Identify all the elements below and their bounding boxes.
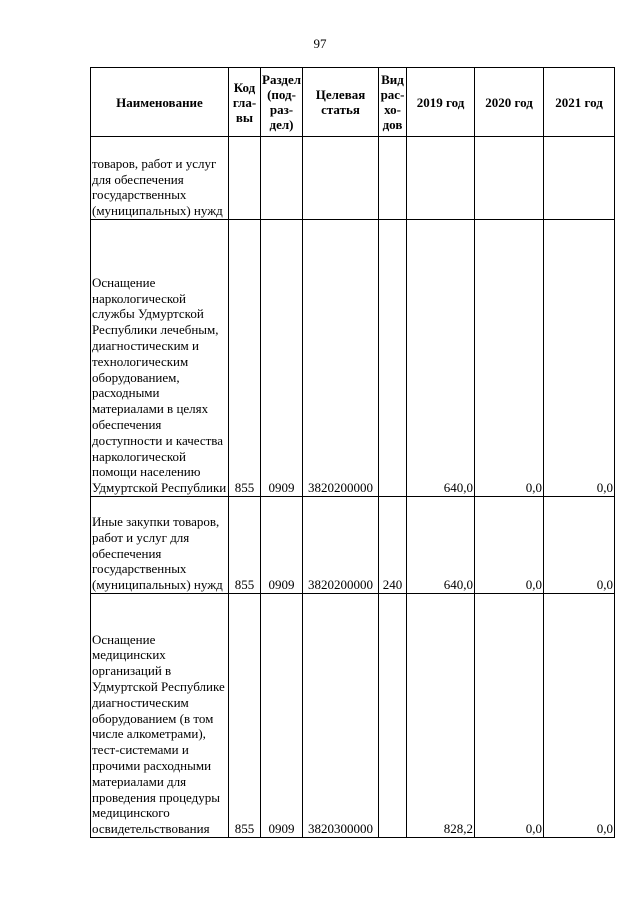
header-section: Раздел (под- раз- дел) xyxy=(261,68,303,137)
header-year-2019: 2019 год xyxy=(407,68,475,137)
row-amount-2019: 640,0 xyxy=(407,497,475,594)
row-name: Оснащение наркологической службы Удмуртской Республики лечебным, диагностическим и технологическим оборудованием, расходными материалами в целях обеспечения доступности и качества наркологической помощи населению Удмуртской Республики xyxy=(91,220,229,497)
row-target-article: 3820200000 xyxy=(303,497,379,594)
row-amount-2020: 0,0 xyxy=(475,497,544,594)
row-section xyxy=(261,137,303,220)
table-row xyxy=(91,497,615,594)
row-name: Оснащение медицинских организаций в Удмуртской Республике диагностическим оборудованием (в том числе алкометрами), тест-системами и прочими расходными материалами для проведения процедуры медицинского освидетельствования xyxy=(91,594,229,838)
row-chapter-code: 855 xyxy=(229,220,261,497)
row-name: товаров, работ и услуг для обеспечения государственных (муниципальных) нужд xyxy=(91,137,229,220)
table-row xyxy=(91,594,615,838)
table-row xyxy=(91,220,615,497)
row-amount-2021: 0,0 xyxy=(544,594,615,838)
row-amount-2020: 0,0 xyxy=(475,594,544,838)
row-expense-type xyxy=(379,220,407,497)
header-year-2020: 2020 год xyxy=(475,68,544,137)
header-expense-type: Вид рас- хо- дов xyxy=(379,68,407,137)
row-chapter-code: 855 xyxy=(229,497,261,594)
row-amount-2019: 828,2 xyxy=(407,594,475,838)
row-expense-type xyxy=(379,137,407,220)
header-target-article: Целевая статья xyxy=(303,68,379,137)
row-expense-type: 240 xyxy=(379,497,407,594)
row-section: 0909 xyxy=(261,497,303,594)
row-section: 0909 xyxy=(261,220,303,497)
header-name: Наименование xyxy=(91,68,229,137)
header-year-2021: 2021 год xyxy=(544,68,615,137)
row-target-article xyxy=(303,137,379,220)
row-amount-2020: 0,0 xyxy=(475,220,544,497)
row-chapter-code: 855 xyxy=(229,594,261,838)
budget-table xyxy=(90,67,615,838)
row-target-article: 3820200000 xyxy=(303,220,379,497)
header-row xyxy=(91,68,615,137)
table-row xyxy=(91,137,615,220)
row-amount-2019: 640,0 xyxy=(407,220,475,497)
row-target-article: 3820300000 xyxy=(303,594,379,838)
row-chapter-code xyxy=(229,137,261,220)
row-amount-2021: 0,0 xyxy=(544,497,615,594)
row-name: Иные закупки товаров, работ и услуг для обеспечения государственных (муниципальных) нужд xyxy=(91,497,229,594)
row-amount-2020 xyxy=(475,137,544,220)
header-chapter-code: Код гла- вы xyxy=(229,68,261,137)
row-section: 0909 xyxy=(261,594,303,838)
row-amount-2019 xyxy=(407,137,475,220)
page-number: 97 xyxy=(313,36,327,51)
row-amount-2021 xyxy=(544,137,615,220)
row-amount-2021: 0,0 xyxy=(544,220,615,497)
row-expense-type xyxy=(379,594,407,838)
